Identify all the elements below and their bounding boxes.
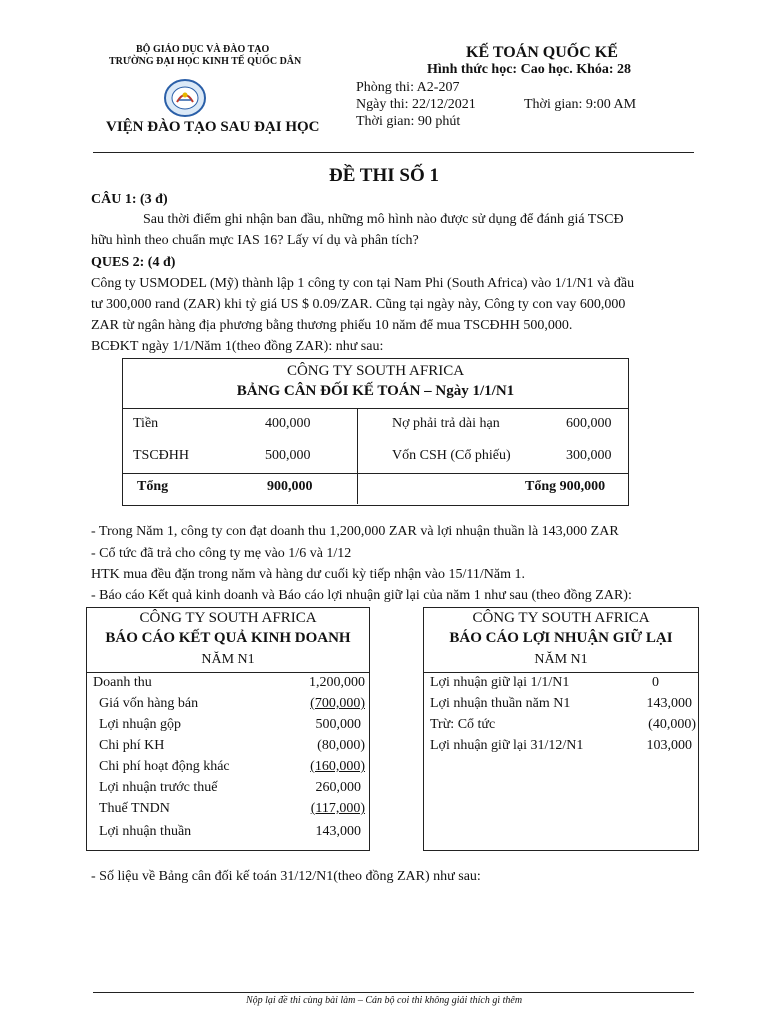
exam-time: Thời gian: 9:00 AM <box>524 97 637 112</box>
bs-fixed-assets-label: TSCĐHH <box>133 448 190 463</box>
is-row-label: Lợi nhuận thuần <box>99 824 192 839</box>
balance-sheet-company: CÔNG TY SOUTH AFRICA <box>286 363 465 379</box>
is-period: NĂM N1 <box>201 652 255 667</box>
income-statement-table <box>86 607 370 851</box>
balance-sheet-divider <box>123 408 628 409</box>
q2-line-1: Công ty USMODEL (Mỹ) thành lập 1 công ty con tại Nam Phi (South Africa) vào 1/1/N1 và đầu <box>91 276 635 291</box>
re-divider <box>424 672 698 673</box>
bs-total-left-value: 900,000 <box>267 479 313 494</box>
is-row-label: Lợi nhuận gộp <box>99 717 182 732</box>
retained-earnings-table <box>423 607 699 851</box>
balance-sheet-table <box>122 358 629 506</box>
re-row-label: Lợi nhuận thuần năm N1 <box>430 696 571 711</box>
q2-line-3: ZAR từ ngân hàng địa phương bằng thương phiếu 10 năm để mua TSCĐHH 500,000. <box>91 318 573 333</box>
is-row-label: Thuế TNDN <box>99 801 170 816</box>
note-3: HTK mua đều đặn trong năm và hàng dư cuối kỳ tiếp nhận vào 15/11/Năm 1. <box>91 567 525 582</box>
balance-sheet-total-divider <box>123 473 628 474</box>
university-name: TRƯỜNG ĐẠI HỌC KINH TẾ QUỐC DÂN <box>109 56 302 67</box>
bs-total-left-label: Tổng <box>137 479 169 494</box>
re-row-value: 0 <box>652 675 659 690</box>
bs-equity-value: 300,000 <box>566 448 612 463</box>
is-row-value: (700,000) <box>310 696 365 711</box>
bs-equity-label: Vốn CSH (Cổ phiếu) <box>392 448 511 463</box>
re-row-label: Lợi nhuận giữ lại 31/12/N1 <box>430 738 584 753</box>
is-row-value: (160,000) <box>310 759 365 774</box>
bs-total-right: Tổng 900,000 <box>525 479 606 494</box>
q2-line-4: BCĐKT ngày 1/1/Năm 1(theo đồng ZAR): như sau: <box>91 339 384 354</box>
exam-room: Phòng thi: A2-207 <box>356 80 460 95</box>
re-row-value: 143,000 <box>646 696 692 711</box>
q1-line-1: Sau thời điểm ghi nhận ban đầu, những mô hình nào được sử dụng để đánh giá TSCĐ <box>143 212 624 227</box>
note-4: - Báo cáo Kết quả kinh doanh và Báo cáo lợi nhuận giữ lại của năm 1 như sau (theo đồng ZAR): <box>91 588 632 603</box>
re-row-value: (40,000) <box>648 717 696 732</box>
bs-fixed-assets-value: 500,000 <box>265 448 311 463</box>
university-logo <box>163 78 207 118</box>
q2-line-2: tư 300,000 rand (ZAR) khi tỷ giá US $ 0.09/ZAR. Cũng tại ngày này, Công ty con vay 600,000 <box>91 297 626 312</box>
exam-title: ĐỀ THI SỐ 1 <box>329 165 439 186</box>
re-company: CÔNG TY SOUTH AFRICA <box>472 610 650 626</box>
balance-sheet-title: BẢNG CÂN ĐỐI KẾ TOÁN – Ngày 1/1/N1 <box>236 383 515 399</box>
bs-long-term-liabilities-label: Nợ phải trả dài hạn <box>392 416 500 431</box>
is-row-value: 1,200,000 <box>309 675 365 690</box>
footer-note: Nộp lại đề thi cùng bài làm – Cán bộ coi thi không giải thích gì thêm <box>245 995 523 1006</box>
is-row-label: Chi phí KH <box>99 738 165 753</box>
subject-title: KẾ TOÁN QUỐC KẾ <box>466 44 618 61</box>
is-row-label: Chi phí hoạt động khác <box>99 759 230 774</box>
is-row-value: (117,000) <box>310 801 365 816</box>
bs-cash-label: Tiền <box>133 416 159 431</box>
is-divider <box>87 672 369 673</box>
bs-cash-value: 400,000 <box>265 416 311 431</box>
footer-divider <box>93 992 694 993</box>
is-company: CÔNG TY SOUTH AFRICA <box>139 610 317 626</box>
q1-line-2: hữu hình theo chuẩn mực IAS 16? Lấy ví dụ và phân tích? <box>91 233 419 248</box>
re-row-label: Trừ: Cổ tức <box>430 717 496 732</box>
institute-name: VIỆN ĐÀO TẠO SAU ĐẠI HỌC <box>106 119 320 135</box>
closing-note: - Số liệu về Bảng cân đối kế toán 31/12/N1(theo đồng ZAR) như sau: <box>91 869 481 884</box>
re-row-value: 103,000 <box>646 738 692 753</box>
is-title: BÁO CÁO KẾT QUẢ KINH DOANH <box>105 630 351 646</box>
note-2: - Cổ tức đã trả cho công ty mẹ vào 1/6 và 1/12 <box>91 546 352 561</box>
is-row-value: (80,000) <box>317 738 365 753</box>
header-divider <box>93 152 694 153</box>
is-row-value: 143,000 <box>315 824 361 839</box>
is-row-value: 500,000 <box>315 717 361 732</box>
re-row-label: Lợi nhuận giữ lại 1/1/N1 <box>430 675 570 690</box>
q1-heading: CÂU 1: (3 đ) <box>91 192 168 207</box>
re-period: NĂM N1 <box>534 652 588 667</box>
is-row-label: Giá vốn hàng bán <box>99 696 199 711</box>
ministry-name: BỘ GIÁO DỤC VÀ ĐÀO TẠO <box>136 44 270 55</box>
exam-duration: Thời gian: 90 phút <box>356 114 461 129</box>
q2-heading: QUES 2: (4 đ) <box>91 255 176 270</box>
is-row-label: Lợi nhuận trước thuế <box>99 780 218 795</box>
study-form: Hình thức học: Cao học. Khóa: 28 <box>427 62 632 77</box>
is-row-value: 260,000 <box>315 780 361 795</box>
is-row-label: Doanh thu <box>93 675 152 690</box>
balance-sheet-column-divider <box>357 408 358 504</box>
exam-date: Ngày thi: 22/12/2021 <box>356 97 476 112</box>
re-title: BÁO CÁO LỢI NHUẬN GIỮ LẠI <box>449 630 673 646</box>
note-1: - Trong Năm 1, công ty con đạt doanh thu 1,200,000 ZAR và lợi nhuận thuần là 143,000 ZAR <box>91 524 619 539</box>
bs-long-term-liabilities-value: 600,000 <box>566 416 612 431</box>
